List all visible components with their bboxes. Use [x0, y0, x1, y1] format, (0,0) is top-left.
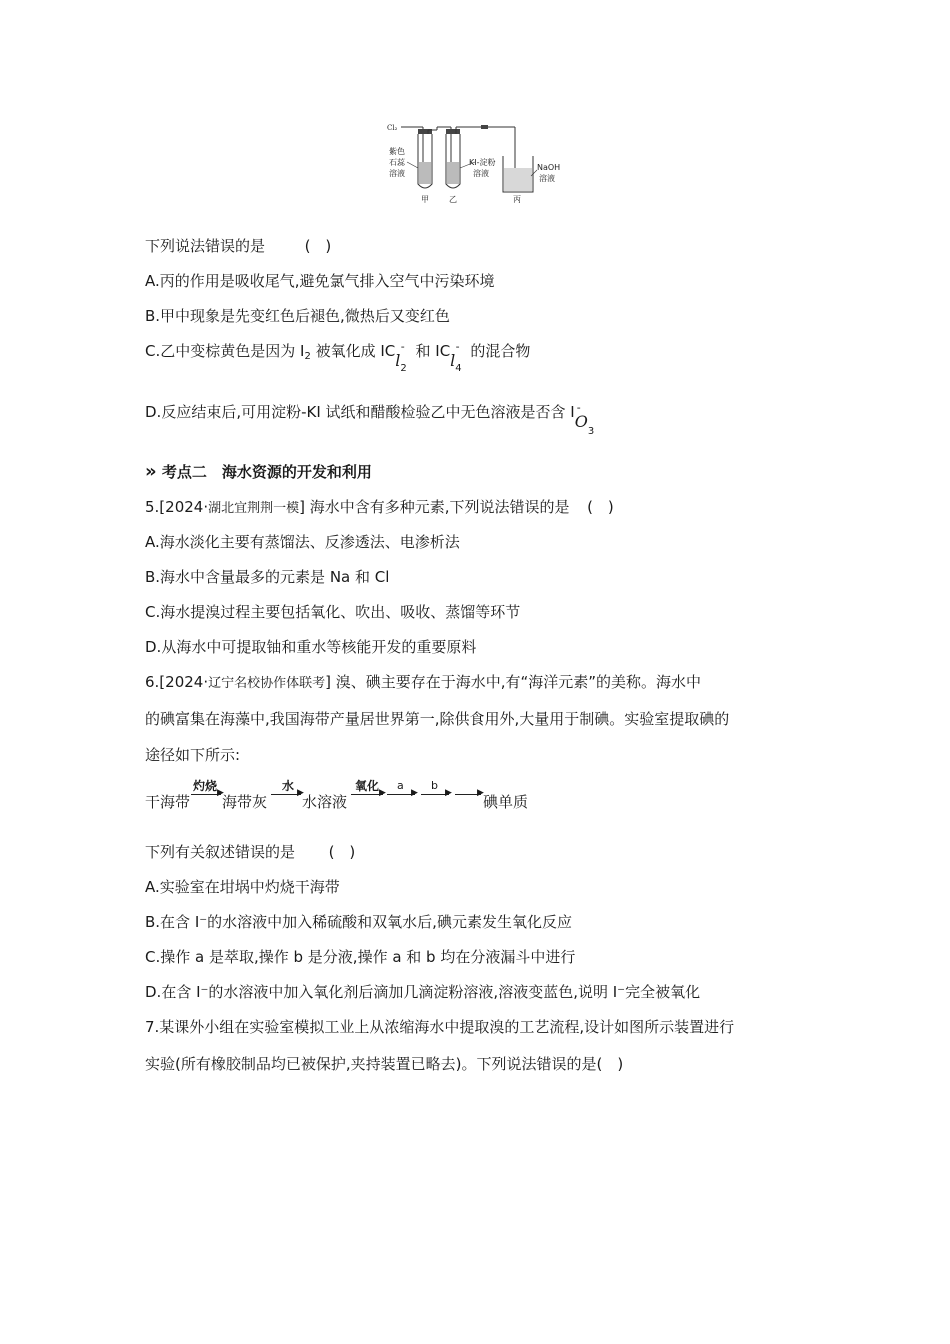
q4-option-d [145, 401, 598, 437]
q4-c-minus-1: - [400, 340, 405, 353]
q4-d-o: O [574, 412, 588, 431]
bing-solution-label: NaOH 溶液 [537, 163, 561, 183]
q5-source: 湖北宜荆荆一模 [208, 501, 300, 516]
q6-stem-line1 [145, 672, 701, 694]
q4-option-b: B.甲中现象是先变红色后褪色,微热后又变红色 [145, 307, 450, 325]
q4-c-and: 和 IC [410, 342, 451, 360]
q5-option-b: B.海水中含量最多的元素是 Na 和 Cl [145, 568, 390, 586]
flow-step-dry-kelp: 干海带 [145, 793, 191, 811]
q5-stem-text: ] 海水中含有多种元素,下列说法错误的是 [299, 498, 570, 516]
flow-arrow-3-label: 氧化 [355, 779, 380, 793]
q6-stem-line3: 途径如下所示: [145, 746, 241, 764]
jia-solution-label: 紫色石蕊溶液 [389, 147, 405, 178]
q5-paren: ( ) [587, 498, 614, 516]
q6-line1-rest: ] 溴、碘主要存在于海水中,有“海洋元素”的美称。海水中 [325, 673, 702, 691]
flow-arrow-1-label: 灼烧 [193, 779, 218, 793]
q6-source: 辽宁名校协作体联考 [208, 676, 326, 691]
q4-c-l2: l [395, 351, 401, 370]
tube-bing-label: 丙 [513, 195, 521, 204]
iodine-flow-diagram: 干海带 灼烧 ▶ 海带灰 水 ▶ 水溶液 氧化 ▶ a ▶ b ▶ ▶ 碘单质 [145, 779, 529, 811]
q6-option-a: A.实验室在坩埚中灼烧干海带 [145, 878, 340, 896]
q4-paren: ( ) [304, 237, 332, 255]
q7-paren: ( ) [596, 1055, 624, 1073]
yi-solution-label: KI-淀粉溶液 [469, 158, 496, 178]
q6-paren: ( ) [328, 843, 356, 861]
q5-option-a: A.海水淡化主要有蒸馏法、反渗透法、电渗析法 [145, 533, 460, 551]
q7-stem-line1: 7.某课外小组在实验室模拟工业上从浓缩海水中提取溴的工艺流程,设计如图所示装置进行 [145, 1018, 735, 1036]
flow-arrow-2-label: 水 [282, 779, 295, 793]
q4-c-l4-sub: 4 [455, 363, 462, 374]
flow-step-solution: 水溶液 [302, 793, 348, 811]
q6-question-stem [145, 842, 355, 862]
q4-stem-text: 下列说法错误的是 [145, 237, 266, 255]
q6-stem-line2: 的碘富集在海藻中,我国海带产量居世界第一,除供食用外,大量用于制碘。实验室提取碘的 [145, 710, 730, 728]
q5-stem [145, 497, 614, 519]
q7-line2-text: 实验(所有橡胶制品均已被保护,夹持装置已略去)。下列说法错误的是 [145, 1055, 597, 1073]
q4-d-minus: - [576, 401, 581, 414]
section-marker-icon: » [145, 461, 157, 482]
flow-arrow-4-label: a [397, 779, 404, 792]
apparatus-figure [385, 118, 570, 206]
q4-c-pre: C.乙中变棕黄色是因为 I [145, 342, 305, 360]
q4-d-o-sub: 3 [587, 426, 595, 437]
q4-c-l4: l [450, 351, 456, 370]
q4-c-minus-2: - [455, 340, 460, 353]
q5-option-d: D.从海水中可提取铀和重水等核能开发的重要原料 [145, 638, 477, 656]
q4-c-mid: 被氧化成 IC [310, 342, 396, 360]
q4-d-pre: D.反应结束后,可用淀粉-KI 试纸和醋酸检验乙中无色溶液是否含 I [145, 403, 575, 421]
cl2-label: Cl₂ [387, 124, 398, 132]
flow-step-kelp-ash: 海带灰 [222, 793, 268, 811]
flow-step-iodine: 碘单质 [483, 793, 529, 811]
q4-option-c [145, 340, 531, 374]
section-title: 考点二 海水资源的开发和利用 [161, 463, 372, 481]
q6-option-c: C.操作 a 是萃取,操作 b 是分液,操作 a 和 b 均在分液漏斗中进行 [145, 948, 576, 966]
q5-number: 5.[2024· [145, 498, 209, 516]
tube-jia-label: 甲 [421, 195, 429, 204]
flow-arrow-5-label: b [431, 779, 438, 792]
tube-yi-label: 乙 [449, 195, 457, 204]
q7-stem-line2 [145, 1054, 623, 1074]
q6-number: 6.[2024· [145, 673, 209, 691]
section-heading [145, 462, 372, 482]
q4-c-end: 的混合物 [465, 342, 531, 360]
q4-stem [145, 236, 331, 256]
q6-option-d: D.在含 I⁻的水溶液中加入氧化剂后滴加几滴淀粉溶液,溶液变蓝色,说明 I⁻完全被氧化 [145, 983, 701, 1001]
q5-option-c: C.海水提溴过程主要包括氧化、吹出、吸收、蒸馏等环节 [145, 603, 521, 621]
q6-stem-text: 下列有关叙述错误的是 [145, 843, 296, 861]
q6-option-b: B.在含 I⁻的水溶液中加入稀硫酸和双氧水后,碘元素发生氧化反应 [145, 913, 572, 931]
q4-c-l2-sub: 2 [400, 363, 407, 374]
q4-c-sub: 2 [304, 351, 311, 362]
q4-option-a: A.丙的作用是吸收尾气,避免氯气排入空气中污染环境 [145, 272, 495, 290]
